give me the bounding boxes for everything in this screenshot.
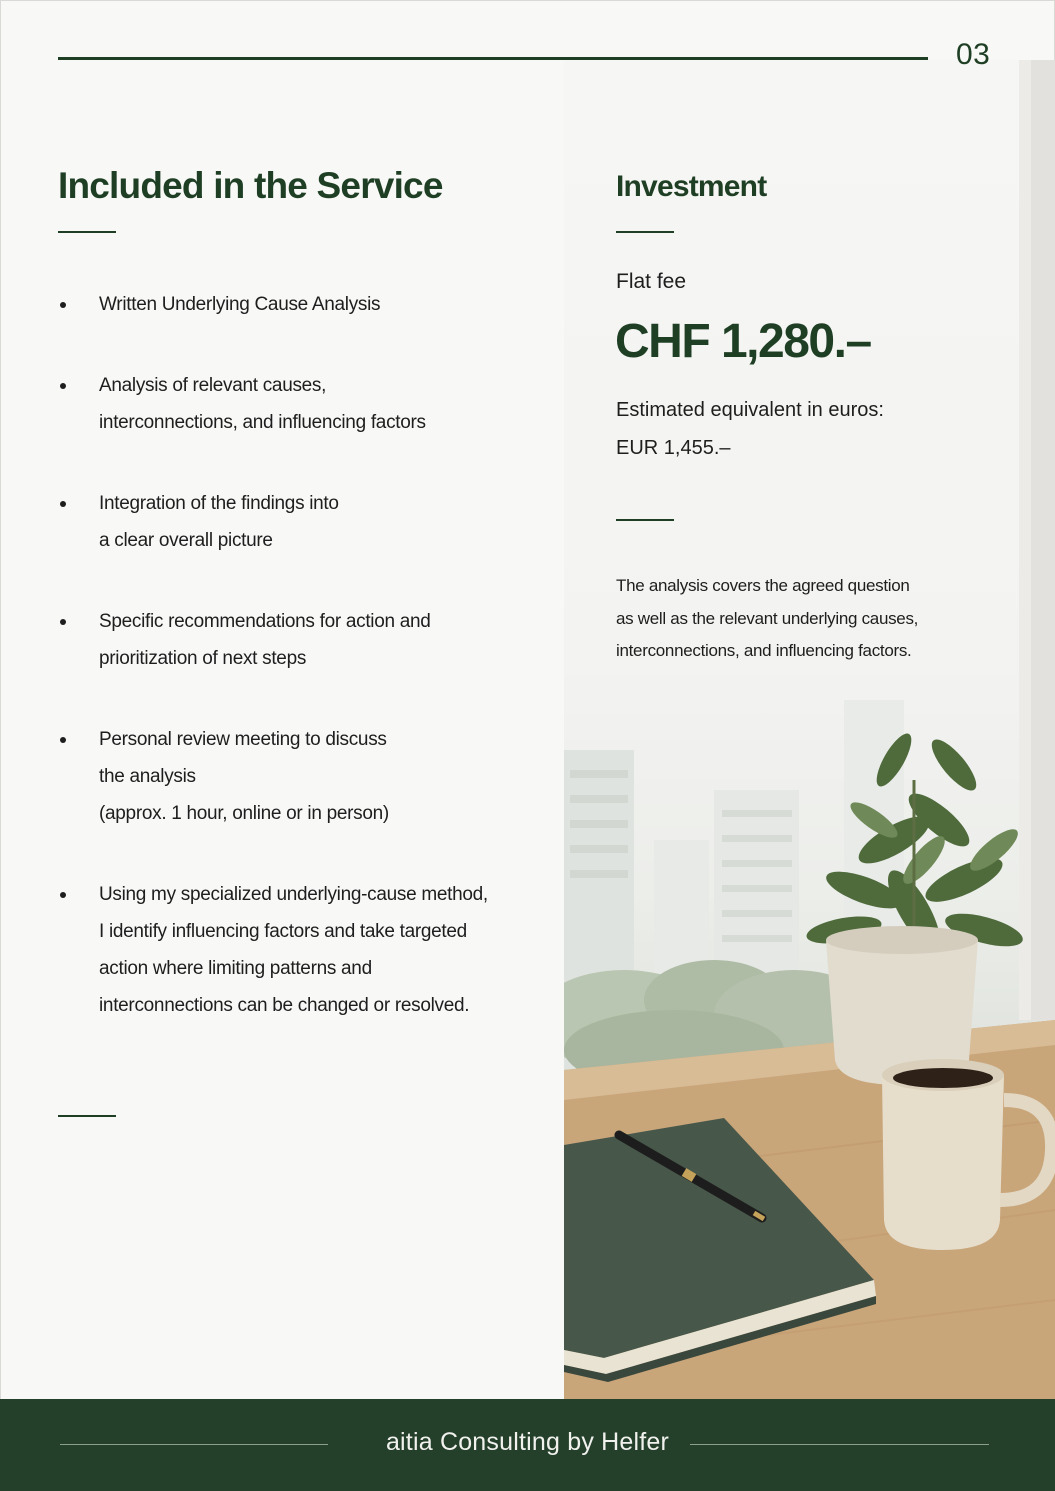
footer-bar (0, 1399, 1055, 1491)
flat-fee-label: Flat fee (616, 270, 687, 293)
list-item: Personal review meeting to discuss the analysis (approx. 1 hour, online or in person) (58, 721, 518, 832)
list-item: Written Underlying Cause Analysis (58, 286, 518, 323)
price-chf: CHF 1,280.– (615, 315, 871, 368)
price-eur: EUR 1,455.– (616, 437, 731, 459)
footer-rule-right (690, 1444, 989, 1445)
bullet-dot (60, 302, 66, 308)
investment-description: The analysis covers the agreed question as well as the relevant underlying causes, interconnections, and influencing factors. (616, 576, 919, 660)
investment-heading-rule (616, 231, 674, 233)
investment-divider (616, 519, 674, 521)
footer-brand: aitia Consulting by Helfer (385, 1428, 670, 1456)
bullet-dot (60, 501, 66, 507)
included-heading-rule (58, 231, 116, 233)
list-item: Using my specialized underlying-cause method, I identify influencing factors and take targeted action where limiting patterns and interconnections can be changed or resolved. (58, 876, 518, 1024)
desk-photo (564, 60, 1055, 1399)
bullet-dot (60, 383, 66, 389)
investment-heading: Investment (616, 170, 767, 203)
list-item: Specific recommendations for action and prioritization of next steps (58, 603, 518, 677)
bullet-dot (60, 892, 66, 898)
bullet-dot (60, 619, 66, 625)
bullet-dot (60, 737, 66, 743)
top-rule (58, 57, 928, 60)
list-item: Integration of the findings into a clear overall picture (58, 485, 518, 559)
included-list (58, 286, 518, 1024)
included-end-rule (58, 1115, 116, 1117)
euro-equivalent-label: Estimated equivalent in euros: (616, 399, 884, 421)
page-number: 03 (956, 38, 991, 71)
list-item: Analysis of relevant causes, interconnections, and influencing factors (58, 367, 518, 441)
included-heading: Included in the Service (58, 165, 443, 206)
desk-photo-illustration (564, 60, 1055, 1399)
